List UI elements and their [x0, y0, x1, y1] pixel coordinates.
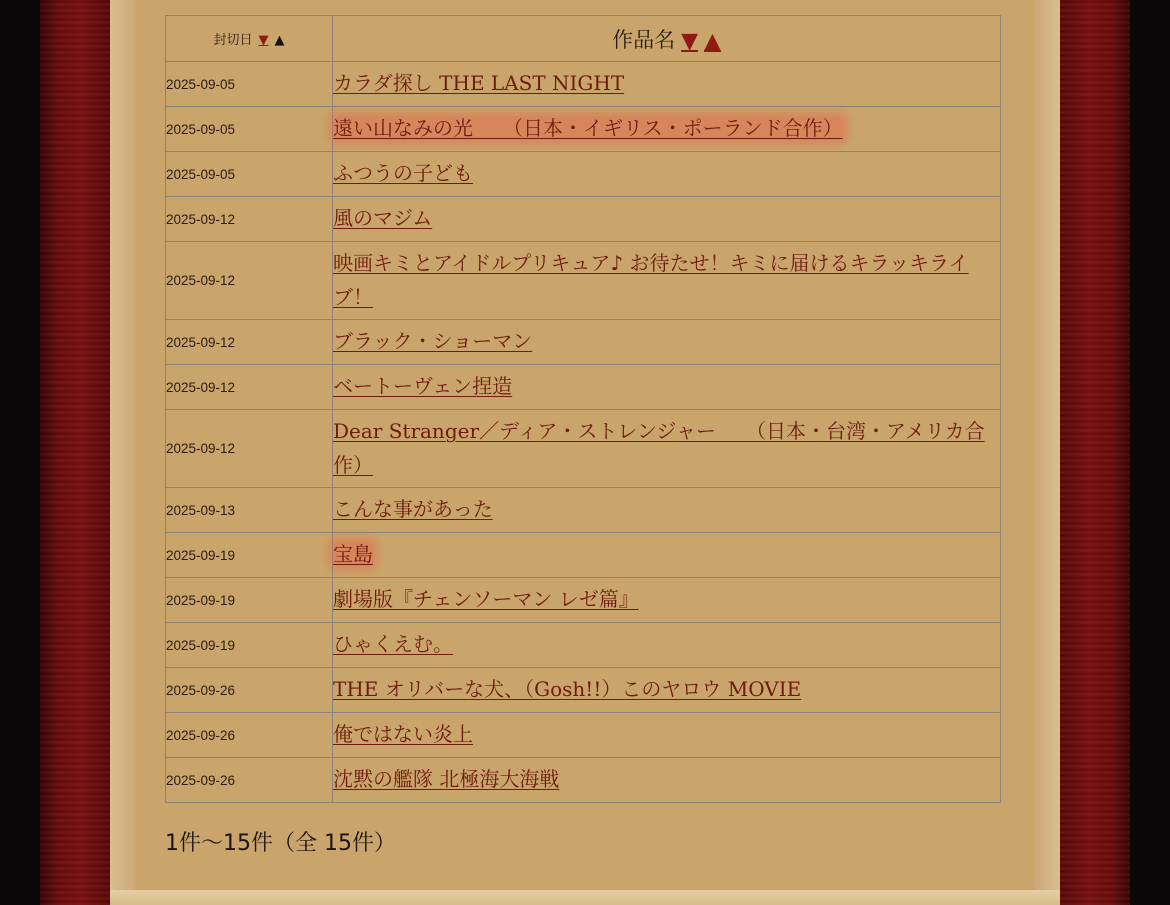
release-date: 2025-09-12: [166, 365, 333, 410]
left-frame-border: [40, 0, 110, 905]
sort-title-desc-icon[interactable]: ▼: [681, 28, 698, 54]
table-row: [166, 152, 1001, 197]
release-date: 2025-09-12: [166, 197, 333, 242]
table-row: [166, 533, 1001, 578]
release-date: 2025-09-12: [166, 320, 333, 365]
header-release-date-label: 封切日: [213, 33, 253, 48]
table-row: [166, 365, 1001, 410]
table-row: [166, 578, 1001, 623]
table-row: [166, 197, 1001, 242]
release-date: 2025-09-26: [166, 668, 333, 713]
table-row: [166, 320, 1001, 365]
release-date: 2025-09-12: [166, 242, 333, 320]
release-date: 2025-09-19: [166, 533, 333, 578]
right-frame-border: [1060, 0, 1130, 905]
film-title-link[interactable]: 劇場版『チェンソーマン レゼ篇』: [333, 587, 639, 611]
table-row: [166, 623, 1001, 668]
release-date: 2025-09-05: [166, 107, 333, 152]
film-title-link[interactable]: 映画キミとアイドルプリキュア♪ お待たせ！キミに届けるキラッキライブ！: [333, 250, 969, 309]
bottom-edge: [110, 890, 1060, 905]
film-title-link[interactable]: 俺ではない炎上: [333, 722, 473, 746]
sort-title-asc-icon[interactable]: ▲: [704, 28, 721, 54]
release-schedule-table: [165, 15, 1001, 803]
release-date: 2025-09-12: [166, 410, 333, 488]
header-release-date: [166, 16, 333, 62]
table-row: [166, 62, 1001, 107]
release-date: 2025-09-19: [166, 623, 333, 668]
film-title-link[interactable]: カラダ探し THE LAST NIGHT: [333, 71, 625, 95]
film-title-link[interactable]: ベートーヴェン捏造: [333, 374, 513, 398]
table-row: [166, 242, 1001, 320]
sort-date-asc-icon[interactable]: ▲: [274, 33, 285, 48]
release-date: 2025-09-19: [166, 578, 333, 623]
film-title-link[interactable]: 沈黙の艦隊 北極海大海戦: [333, 767, 560, 791]
film-title-link[interactable]: ふつうの子ども: [333, 161, 473, 185]
header-title-label: 作品名: [612, 27, 676, 52]
table-row: [166, 668, 1001, 713]
film-title-link[interactable]: ひゃくえむ。: [333, 632, 453, 656]
film-title-link[interactable]: 宝島: [333, 542, 373, 566]
film-title-link[interactable]: ブラック・ショーマン: [333, 329, 533, 353]
table-row: [166, 488, 1001, 533]
release-date: 2025-09-26: [166, 758, 333, 803]
film-title-link[interactable]: 風のマジム: [333, 206, 433, 230]
release-date: 2025-09-05: [166, 152, 333, 197]
film-title-link[interactable]: 遠い山なみの光 （日本・イギリス・ポーランド合作）: [333, 116, 843, 140]
header-title: [333, 16, 1001, 62]
film-title-link[interactable]: こんな事があった: [333, 497, 493, 521]
sort-date-desc-icon[interactable]: ▼: [258, 33, 269, 48]
table-row: [166, 758, 1001, 803]
release-date: 2025-09-05: [166, 62, 333, 107]
table-row: [166, 107, 1001, 152]
table-row: [166, 713, 1001, 758]
table-row: [166, 410, 1001, 488]
film-title-link[interactable]: Dear Stranger／ディア・ストレンジャー （日本・台湾・アメリカ合作）: [333, 418, 985, 477]
release-date: 2025-09-13: [166, 488, 333, 533]
film-title-link[interactable]: THE オリバーな犬、（Gosh!!）このヤロウ MOVIE: [333, 677, 802, 701]
release-date: 2025-09-26: [166, 713, 333, 758]
result-count: 1件〜15件（全 15件）: [165, 831, 396, 856]
